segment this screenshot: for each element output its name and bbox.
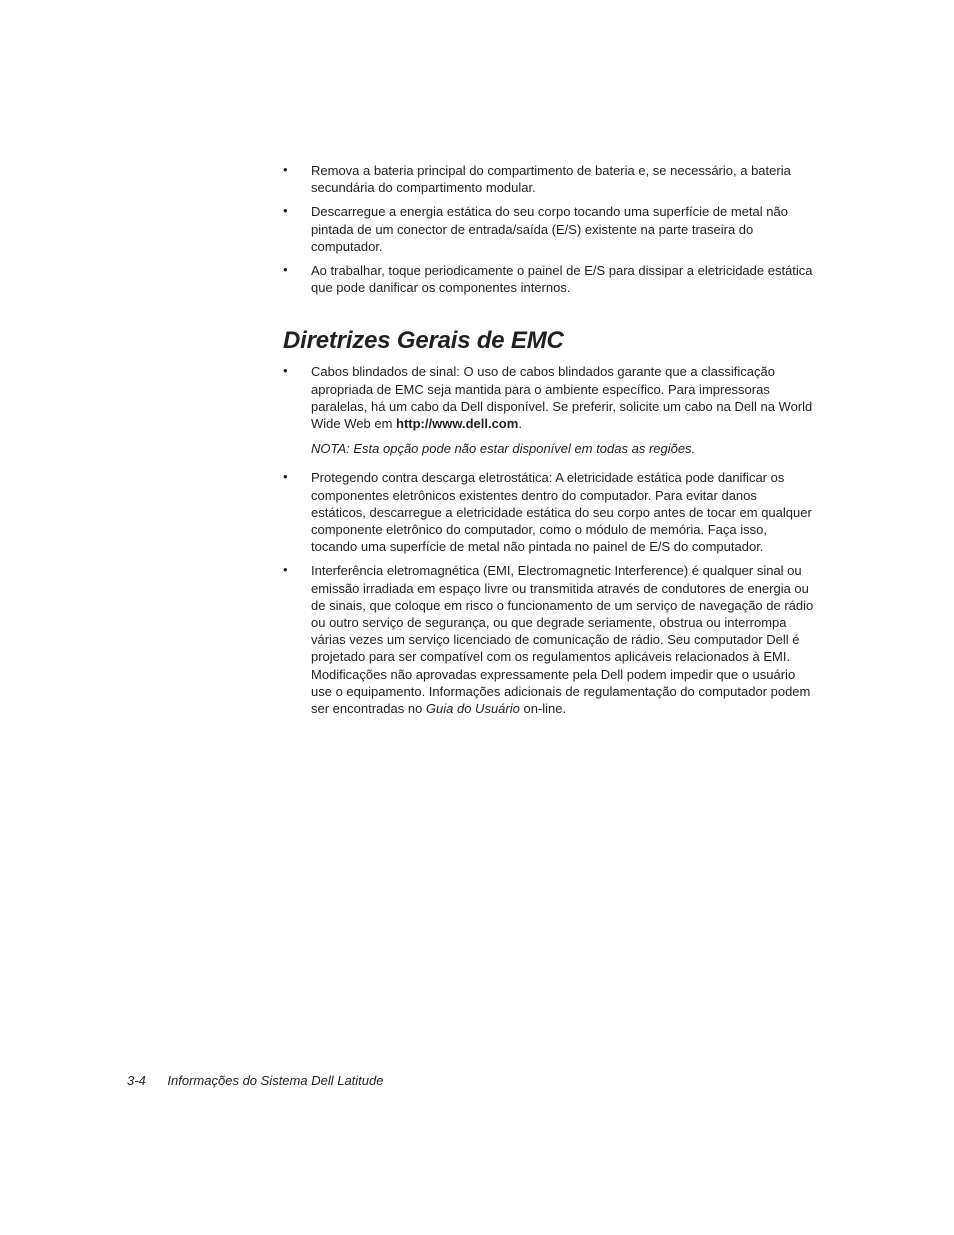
note-text: NOTA: Esta opção pode não estar disponível em todas as regiões.	[311, 441, 696, 457]
bullet-icon: •	[283, 203, 288, 219]
list-item	[283, 363, 815, 457]
list-item	[283, 469, 815, 555]
section-heading: Diretrizes Gerais de EMC	[283, 327, 564, 355]
list-item-text: Descarregue a energia estática do seu corpo tocando uma superfície de metal não pintada de um conector de entrada/saída (E/S) existente na parte traseira do computador.	[311, 204, 788, 254]
list-item-text: Remova a bateria principal do compartimento de bateria e, se necessário, a bateria secundária do compartimento modular.	[311, 163, 791, 196]
user-guide-title: Guia do Usuário	[425, 701, 520, 717]
bullet-icon: •	[283, 363, 288, 379]
dell-url-link[interactable]: http://www.dell.com	[396, 416, 519, 432]
list-item	[283, 162, 815, 196]
bullet-icon: •	[283, 262, 288, 278]
precaution-list	[283, 162, 815, 296]
page-number: 3-4	[127, 1073, 146, 1088]
footer-title: Informações do Sistema Dell Latitude	[167, 1073, 384, 1088]
bullet-icon: •	[283, 562, 288, 578]
list-item-text: Protegendo contra descarga eletrostática: A eletricidade estática pode danificar os componentes eletrônicos existentes dentro do computador. Para evitar danos estáticos, descarregue a eletricidade estática do seu corpo antes de tocar em qualquer componente eletrônico do computador, como o módulo de memória. Faça isso, tocando uma superfície de metal não pintada no painel de E/S do computador.	[311, 470, 812, 555]
bullet-icon: •	[283, 469, 288, 485]
list-item-text-end: on-line.	[519, 701, 567, 717]
page-footer	[127, 1073, 383, 1088]
list-item	[283, 262, 815, 296]
list-item-text: Cabos blindados de sinal: O uso de cabos blindados garante que a classificação apropriada de EMC seja mantida para o ambiente específico. Para impressoras paralelas, há um cabo da Dell disponível. Se preferir, solicite um cabo na Dell na World Wide Web em	[311, 364, 813, 432]
bullet-icon: •	[283, 162, 288, 177]
emc-guidelines-list	[283, 363, 815, 717]
list-item-text: Interferência eletromagnética (EMI, Electromagnetic Interference) é qualquer sinal ou emissão irradiada em espaço livre ou transmitida através de condutores de energia ou de sinais, que coloque em risco o funcionamento de um serviço de navegação de rádio ou outro serviço de segurança, ou que degrade seriamente, obstrua ou interrompa várias vezes um serviço licenciado de comunicação de rádio. Seu computador Dell é projetado para ser compatível com os regulamentos aplicáveis relacionados à EMI. Modificações não aprovadas expressamente pela Dell podem impedir que o usuário use o equipamento. Informações adicionais de regulamentação do computador podem ser encontradas no	[311, 563, 814, 717]
list-item	[283, 203, 815, 255]
list-item	[283, 562, 815, 717]
list-item-text: Ao trabalhar, toque periodicamente o painel de E/S para dissipar a eletricidade estática que pode danificar os componentes internos.	[311, 263, 813, 296]
list-item-text-end: .	[518, 416, 522, 432]
page-content	[283, 162, 815, 724]
